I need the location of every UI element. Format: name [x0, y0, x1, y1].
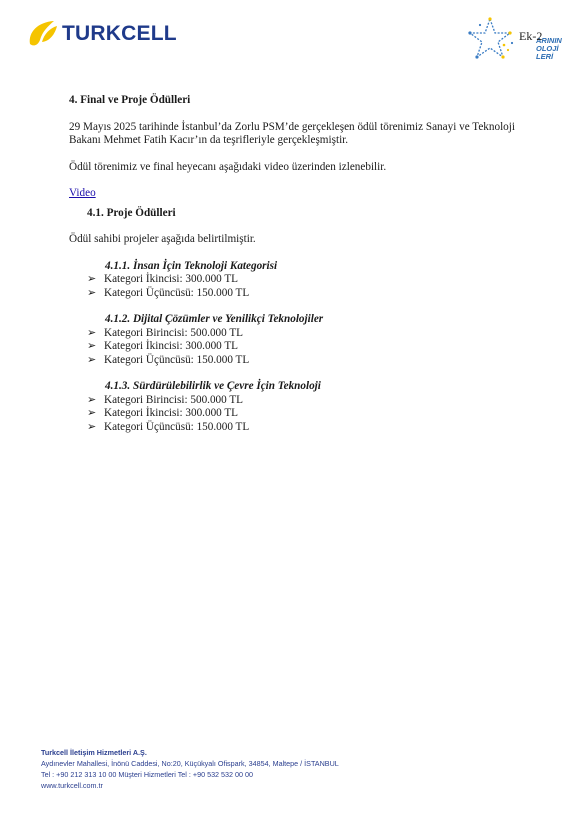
footer-company: Turkcell İletişim Hizmetleri A.Ş.	[41, 748, 147, 757]
video-link[interactable]: Video	[69, 187, 96, 199]
list-item: ➢ Kategori Üçüncüsü: 150.000 TL	[87, 353, 250, 366]
video-intro-paragraph: Ödül törenimiz ve final heyecanı aşağıdaki video üzerinden izlenebilir.	[69, 160, 387, 173]
footer-phone: Tel : +90 212 313 10 00 Müşteri Hizmetleri Tel : +90 532 532 00 00	[41, 770, 254, 779]
turkcell-leaf-icon	[26, 18, 60, 50]
document-body	[69, 94, 515, 434]
footer-website[interactable]: www.turkcell.com.tr	[41, 781, 103, 790]
arrowhead-bullet-icon: ➢	[87, 286, 97, 299]
category-award-list	[69, 273, 515, 300]
arrowhead-bullet-icon: ➢	[87, 420, 97, 433]
arrowhead-bullet-icon: ➢	[87, 393, 97, 406]
ceremony-paragraph: 29 Mayıs 2025 tarihinde İstanbul’da Zorlu PSM’de gerçekleşen ödül törenimiz Sanayi ve Teknoloji Bakanı Mehmet Fatih Kacır’ın da teşrifleriyle gerçekleşmiştir.	[69, 120, 515, 146]
category-title: 4.1.2. Dijital Çözümler ve Yenilikçi Teknolojiler	[105, 313, 324, 325]
arrowhead-bullet-icon: ➢	[87, 407, 97, 419]
partner-logo-text: ARININ OLOJİ LERİ	[536, 36, 562, 61]
page-footer	[41, 747, 339, 791]
section-title: 4. Final ve Proje Ödülleri	[69, 94, 191, 106]
category-title: 4.1.1. İnsan İçin Teknoloji Kategorisi	[105, 259, 278, 272]
list-item: ➢ Kategori Üçüncüsü: 150.000 TL	[87, 286, 250, 299]
list-item: ➢ Kategori Üçüncüsü: 150.000 TL	[87, 420, 250, 433]
list-item: ➢ Kategori İkincisi: 300.000 TL	[87, 273, 239, 285]
page-reference: Ek-2	[519, 29, 543, 43]
list-item: ➢ Kategori İkincisi: 300.000 TL	[87, 407, 239, 419]
arrowhead-bullet-icon: ➢	[87, 326, 97, 339]
list-item: ➢ Kategori Birincisi: 500.000 TL	[87, 326, 243, 339]
category-award-list	[69, 327, 515, 368]
arrowhead-bullet-icon: ➢	[87, 340, 97, 352]
list-item: ➢ Kategori Birincisi: 500.000 TL	[87, 393, 243, 406]
list-item: ➢ Kategori İkincisi: 300.000 TL	[87, 340, 239, 352]
arrowhead-bullet-icon: ➢	[87, 353, 97, 366]
category-title: 4.1.3. Sürdürülebilirlik ve Çevre İçin Teknoloji	[105, 380, 321, 392]
subsection-title: 4.1. Proje Ödülleri	[87, 206, 176, 219]
footer-address: Aydınevler Mahallesi, İnönü Caddesi, No:20, Küçükyalı Ofispark, 34854, Maltepe / İSTANBUL	[41, 759, 339, 768]
awards-intro: Ödül sahibi projeler aşağıda belirtilmiştir.	[69, 233, 256, 245]
arrowhead-bullet-icon: ➢	[87, 273, 97, 285]
brand-name: TURKCELL	[62, 22, 177, 45]
turkcell-logo	[26, 18, 177, 50]
category-award-list	[69, 394, 515, 435]
